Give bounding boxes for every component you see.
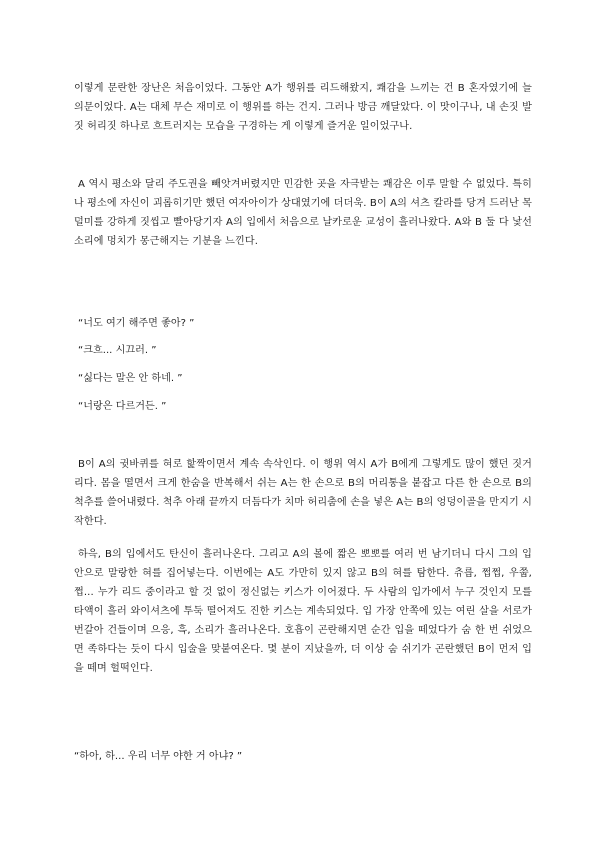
closing-dialogue-line: “하아, 하... 우리 너무 야한 거 아냐? ”: [74, 751, 243, 762]
paragraph-3: B이 A의 귓바퀴를 혀로 핥짝이면서 계속 속삭인다. 이 행위 역시 A가 B에게 그렇게도 많이 했던 짓거리다. 몸을 떨면서 크게 한숨을 반복해서 쉬는 A는 한 손으로 B의 머리통을 붙잡고 다른 한 손으로 B의 척추를 쓸어내렸다. 척추 아래 끝까지 더듬다가 치마 허리춤에 손을 넣은 A는 B의 엉덩이골을 만지기 시작한다.: [74, 459, 532, 527]
dialogue-line-1: “너도 여기 해주면 좋아? ”: [78, 318, 195, 329]
paragraph-1: 이렇게 문란한 장난은 처음이었다. 그동안 A가 행위를 리드해왔지, 쾌감을 느끼는 건 B 혼자였기에 늘 의문이었다. A는 대체 무슨 재미로 이 행위를 하는 건지. 그러나 방금 깨달았다. 이 맛이구나, 내 손짓 발짓 허리짓 하나로 흐트러지는 모습을 구경하는 게 이렇게 즐거운 일이었구나.: [74, 83, 532, 132]
dialogue-line-3: “싫다는 말은 안 하네. ”: [78, 373, 183, 384]
dialogue-line-2: “크흐... 시끄러. ”: [78, 345, 157, 356]
dialogue-line-4: “너랑은 다르거든. ”: [78, 401, 167, 412]
paragraph-2: A 역시 평소와 달리 주도권을 빼앗겨버렸지만 민감한 곳을 자극받는 쾌감은 이루 말할 수 없었다. 특히나 평소에 자신이 괴롭히기만 했던 여자아이가 상대였기에 더더욱. B이 A의 셔츠 칼라를 당겨 드러난 목덜미를 강하게 짓씹고 빨아당기자 A의 입에서 처음으로 날카로운 교성이 흘러나왔다. A와 B 둘 다 낯선 소리에 멍치가 몽근해지는 기분을 느낀다.: [74, 179, 532, 247]
paragraph-4: 하윽, B의 입에서도 탄신이 흘러나온다. 그리고 A의 볼에 짧은 뽀뽀를 여러 번 남기더니 다시 그의 입 안으로 말랑한 혀를 집어넣는다. 이번에는 A도 가만히 있지 않고 B의 혀를 탐한다. 츄릅, 쩝쩝, 우쭙, 쩝... 누가 리드 중이라고 할 것 없이 정신없는 키스가 이어졌다. 두 사람의 입가에서 누구 것인지 모를 타액이 흘러 와이셔츠에 투둑 떨어져도 진한 키스는 계속되었다. 입 가장 안쪽에 있는 여린 살을 서로가 번갈아 건들이며 으응, 흑, 소리가 흘러나온다. 호흡이 곤란해지면 순간 입을 떼었다가 숨 한 번 쉬었으면 족하다는 듯이 다시 입술을 맞붙여온다. 몇 분이 지났을까, 더 이상 숨 쉬기가 곤란했던 B이 먼저 입을 떼며 헐떡인다.: [74, 549, 532, 674]
